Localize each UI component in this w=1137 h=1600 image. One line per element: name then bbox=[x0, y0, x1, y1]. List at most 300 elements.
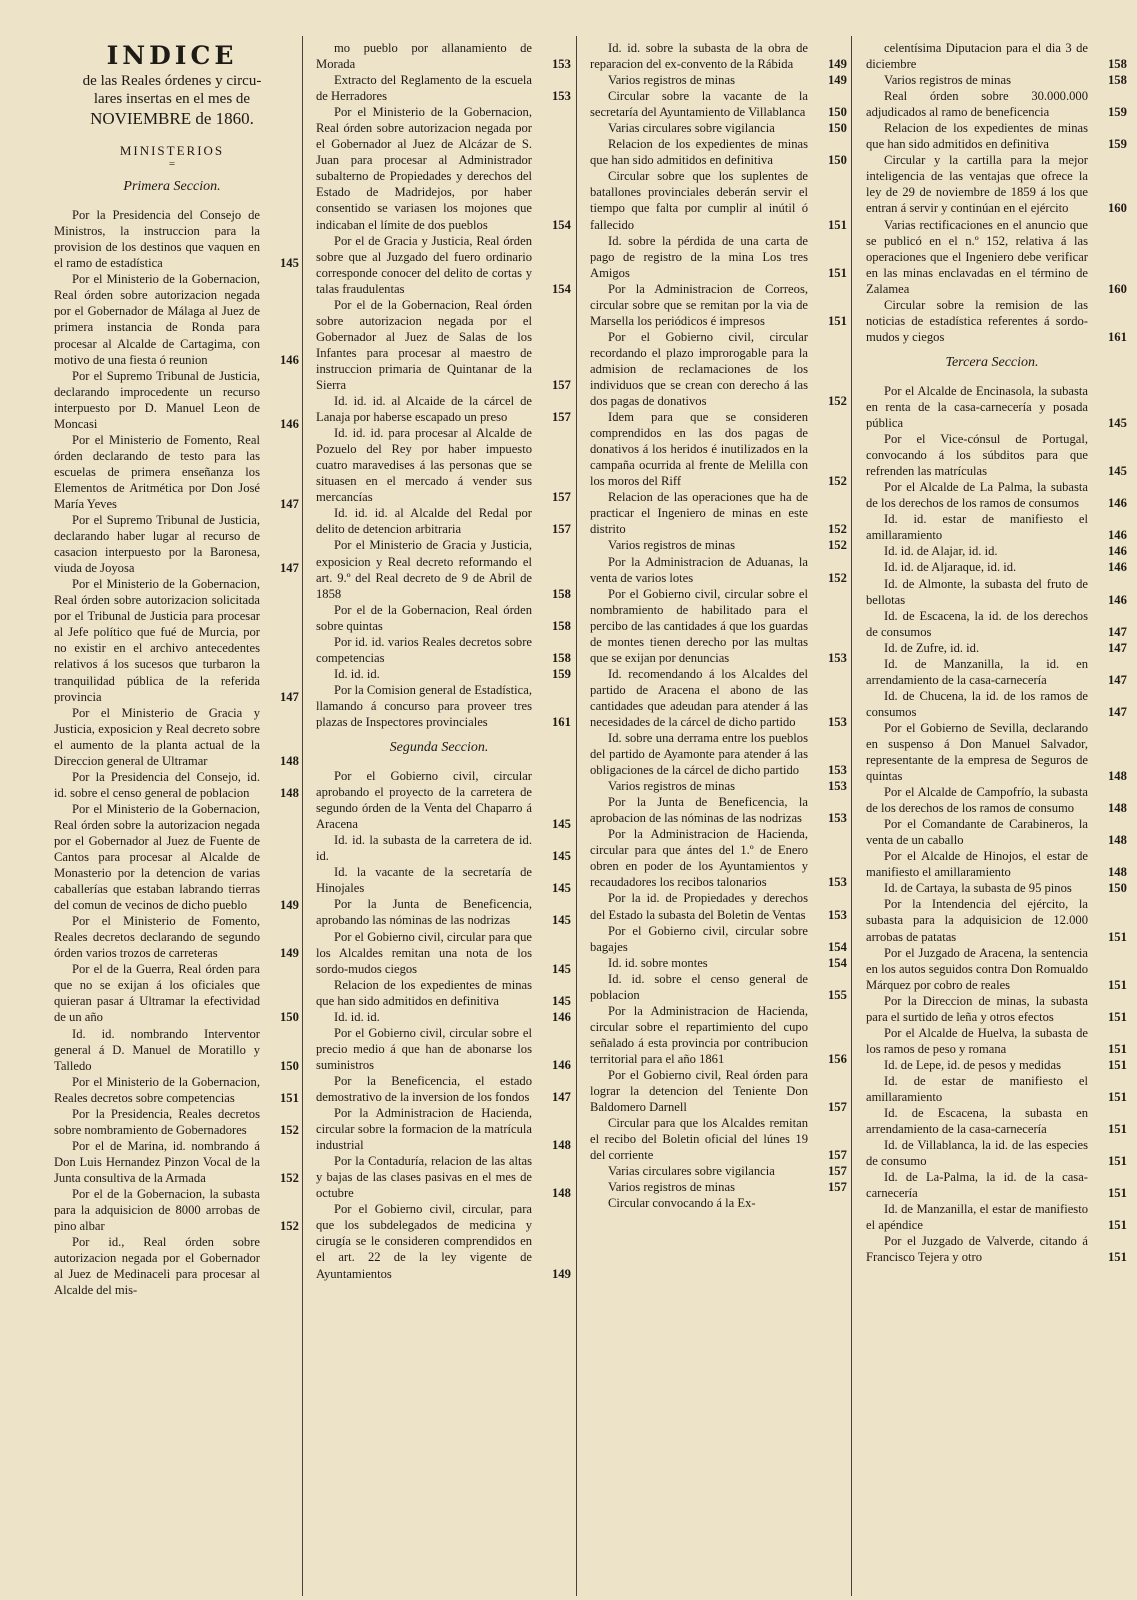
entry-text: Id. sobre una derrama entre los pueblos del partido de Ayamonte para atender á las obligaciones de la cárcel de dicho partido bbox=[590, 731, 808, 778]
entry-text: Varias circulares sobre vigilancia bbox=[608, 121, 775, 136]
entry-text: Por el de la Guerra, Real órden para que no se exijan á los oficiales que quieran pasar á Ultramar la efectividad de un año bbox=[54, 962, 260, 1025]
index-entry bbox=[866, 152, 1127, 216]
entry-page-number: 145 bbox=[552, 849, 571, 864]
entry-text: Id. de Escacena, la subasta en arrendamiento de la casa-carnecería bbox=[866, 1106, 1088, 1137]
index-entry bbox=[54, 913, 299, 961]
entry-page-number: 146 bbox=[1108, 544, 1127, 559]
index-entry bbox=[590, 489, 847, 537]
index-entry bbox=[866, 543, 1127, 559]
entry-page-number: 154 bbox=[552, 217, 571, 232]
index-entry bbox=[866, 1137, 1127, 1169]
index-entry bbox=[316, 832, 571, 864]
entry-page-number: 150 bbox=[280, 1010, 299, 1025]
entry-page-number: 156 bbox=[828, 1051, 847, 1066]
index-entry bbox=[866, 383, 1127, 431]
entry-page-number: 152 bbox=[828, 538, 847, 553]
entry-text: Por el Ministerio de la Gobernacion, Reales decretos sobre competencias bbox=[54, 1074, 260, 1105]
entry-text: Idem para que se consideren comprendidos en las dos pagas de donativos á los heridos é inutilizados en la campaña ocurrida al frente de Melilla con los moros del Riff bbox=[590, 410, 808, 489]
entry-text: Id. id. de Aljaraque, id. id. bbox=[884, 560, 1017, 575]
index-entry bbox=[590, 1195, 838, 1211]
entry-page-number: 151 bbox=[1108, 1154, 1127, 1169]
index-entry bbox=[316, 425, 571, 505]
entry-page-number: 158 bbox=[552, 586, 571, 601]
entry-text: Id. de La-Palma, la id. de la casa-carnecería bbox=[866, 1170, 1088, 1201]
entry-text: Varios registros de minas bbox=[608, 538, 735, 553]
index-entry bbox=[866, 72, 1127, 88]
entry-page-number: 148 bbox=[1108, 865, 1127, 880]
index-entry bbox=[866, 688, 1127, 720]
entry-page-number: 152 bbox=[828, 394, 847, 409]
index-column-3 bbox=[582, 0, 847, 1600]
entry-text: Circular y la cartilla para la mejor inteligencia de las ventajas que ofrece la ley de 29 de noviembre de 1859 á los que entran á servir y continúan en el ejército bbox=[866, 153, 1088, 216]
index-entry bbox=[590, 409, 847, 489]
index-entry bbox=[590, 1179, 847, 1195]
index-entry bbox=[316, 1009, 571, 1025]
index-entry bbox=[316, 393, 571, 425]
index-entry bbox=[866, 1057, 1127, 1073]
entry-page-number: 152 bbox=[280, 1170, 299, 1185]
index-entry bbox=[316, 929, 571, 977]
entry-page-number: 146 bbox=[1108, 528, 1127, 543]
entry-page-number: 151 bbox=[1108, 1122, 1127, 1137]
section-heading-segunda: Segunda Seccion. bbox=[389, 740, 489, 756]
entry-page-number: 154 bbox=[828, 939, 847, 954]
entry-page-number: 146 bbox=[280, 416, 299, 431]
index-entry bbox=[866, 720, 1127, 784]
entry-text: Id. id. sobre montes bbox=[608, 955, 708, 970]
entry-page-number: 150 bbox=[828, 121, 847, 136]
entry-page-number: 155 bbox=[828, 987, 847, 1002]
entry-page-number: 157 bbox=[828, 1100, 847, 1115]
index-entry bbox=[866, 1073, 1127, 1105]
subtitle-line-2: lares insertas en el mes de bbox=[93, 91, 251, 108]
entry-text: Por el Vice-cónsul de Portugal, convocando á los súbditos para que refrenden las matrículas bbox=[866, 432, 1088, 479]
entry-page-number: 147 bbox=[552, 1090, 571, 1104]
entry-page-number: 151 bbox=[1108, 1057, 1127, 1072]
column-rule bbox=[302, 36, 303, 1596]
entry-page-number: 149 bbox=[280, 898, 299, 913]
entry-text: Por id. id. varios Reales decretos sobre competencias bbox=[316, 634, 532, 665]
index-entry bbox=[866, 1105, 1127, 1137]
entry-page-number: 154 bbox=[552, 281, 571, 296]
entry-text: Id. de Almonte, la subasta del fruto de bellotas bbox=[866, 576, 1088, 607]
index-column-2 bbox=[308, 0, 571, 1600]
entry-page-number: 147 bbox=[280, 561, 299, 576]
entry-page-number: 145 bbox=[552, 817, 571, 832]
index-entry bbox=[316, 297, 571, 393]
entry-text: Por el Alcalde de La Palma, la subasta de los derechos de los ramos de consumos bbox=[866, 480, 1088, 511]
entry-page-number: 153 bbox=[828, 650, 847, 665]
entry-text: Varios registros de minas bbox=[884, 73, 1011, 88]
entry-page-number: 161 bbox=[1108, 329, 1127, 344]
index-entry bbox=[316, 537, 571, 601]
entry-page-number: 147 bbox=[1108, 624, 1127, 639]
entry-page-number: 148 bbox=[1108, 801, 1127, 816]
index-entry bbox=[54, 576, 299, 704]
index-entry bbox=[866, 559, 1127, 575]
entry-page-number: 148 bbox=[1108, 833, 1127, 848]
entry-text: Id. id. id. bbox=[334, 666, 380, 681]
index-entry bbox=[54, 1186, 299, 1234]
entry-page-number: 157 bbox=[552, 410, 571, 425]
index-entry bbox=[866, 1169, 1127, 1201]
entry-page-number: 149 bbox=[828, 57, 847, 72]
index-entry bbox=[866, 1233, 1127, 1265]
index-entry bbox=[590, 120, 847, 136]
entry-text: Circular sobre la vacante de la secretaría del Ayuntamiento de Villablanca bbox=[590, 89, 808, 120]
entry-page-number: 158 bbox=[552, 650, 571, 665]
entry-text: Por el de la Gobernacion, la subasta para la adquisicion de 8000 arrobas de pino albar bbox=[54, 1187, 260, 1234]
index-entry bbox=[590, 778, 847, 794]
entry-text: Por la Administracion de Aduanas, la venta de varios lotes bbox=[590, 554, 808, 585]
entry-page-number: 151 bbox=[1108, 1090, 1127, 1104]
index-entry bbox=[590, 136, 847, 168]
index-entry bbox=[54, 1234, 290, 1298]
entry-text: Relacion de los expedientes de minas que han sido admitidos en definitiva bbox=[866, 121, 1088, 152]
entry-text: Por el Juzgado de Aracena, la sentencia en los autos seguidos contra Don Romualdo Márquez por cobro de reales bbox=[866, 945, 1088, 992]
entry-page-number: 153 bbox=[828, 763, 847, 778]
index-entry bbox=[590, 826, 847, 890]
index-entry bbox=[866, 848, 1127, 880]
entry-text: Por el Alcalde de Encinasola, la subasta en renta de la casa-carnecería y posada pública bbox=[866, 383, 1088, 431]
document-title: INDICE bbox=[106, 41, 238, 70]
entry-text: Varias rectificaciones en el anuncio que se publicó en el n.º 152, relativa á las operaciones que el Ingeniero debe verificar en las minas enclavadas en el término de Zalamea bbox=[866, 217, 1088, 296]
entry-text: Id. de Cartaya, la subasta de 95 pinos bbox=[884, 881, 1072, 896]
entry-text: Por id., Real órden sobre autorizacion negada por el Gobernador al Juez de Medinaceli para procesar al Alcalde del mis- bbox=[54, 1235, 260, 1298]
entry-page-number: 148 bbox=[552, 1186, 571, 1201]
entry-page-number: 148 bbox=[552, 1138, 571, 1153]
index-entry bbox=[54, 432, 299, 512]
index-entry bbox=[866, 640, 1127, 656]
double-rule: = bbox=[168, 158, 176, 171]
index-entry bbox=[590, 890, 847, 922]
index-entry bbox=[590, 730, 847, 778]
entry-text: Por la Contaduría, relacion de las altas y bajas de las clases pasivas en el mes de octubre bbox=[316, 1154, 532, 1201]
entry-page-number: 146 bbox=[1108, 496, 1127, 511]
index-column-4 bbox=[858, 0, 1127, 1600]
entry-page-number: 161 bbox=[552, 714, 571, 729]
entry-page-number: 147 bbox=[280, 496, 299, 511]
column-rule bbox=[851, 36, 852, 1596]
index-entry bbox=[54, 1074, 299, 1106]
entry-page-number: 153 bbox=[828, 714, 847, 729]
entry-text: Por el Gobierno civil, Real órden para lograr la detencion del Teniente Don Baldomero Darnell bbox=[590, 1068, 808, 1115]
entry-text: Id. id. la subasta de la carretera de id. id. bbox=[316, 833, 532, 864]
index-entry bbox=[866, 297, 1127, 345]
entry-page-number: 147 bbox=[1108, 640, 1127, 655]
entry-text: Por la Administracion de Hacienda, circular para que ántes del 1.º de Enero obren en poder de los Ayuntamientos y recaudadores los recibos talonarios bbox=[590, 827, 808, 890]
entry-page-number: 146 bbox=[280, 352, 299, 367]
entry-text: Por el Juzgado de Valverde, citando á Francisco Tejera y otro bbox=[866, 1234, 1088, 1265]
entry-text: Por la id. de Propiedades y derechos del Estado la subasta del Boletin de Ventas bbox=[590, 891, 808, 922]
entry-text: Por el Alcalde de Huelva, la subasta de los ramos de peso y romana bbox=[866, 1025, 1088, 1056]
entry-text: Circular para que los Alcaldes remitan el recibo del Boletin oficial del lúnes 19 del corriente bbox=[590, 1116, 808, 1163]
entry-page-number: 152 bbox=[828, 570, 847, 585]
entry-text: Real órden sobre 30.000.000 adjudicados al ramo de beneficencia bbox=[866, 89, 1088, 120]
index-entry bbox=[590, 1115, 847, 1163]
entry-text: Por el Ministerio de Gracia y Justicia, exposicion y Real decreto reformando el art. 9.º del Real decreto de 9 de Abril de 1858 bbox=[316, 538, 532, 601]
index-entry bbox=[590, 586, 847, 666]
index-entry bbox=[866, 120, 1127, 152]
entry-page-number: 157 bbox=[552, 490, 571, 505]
entry-page-number: 149 bbox=[552, 1266, 571, 1281]
entry-text: Id. id. id. para procesar al Alcalde de Pozuelo del Rey por haber impuesto cuatro maravedises á las personas que se situasen en el mercado á vender sus mercancías bbox=[316, 426, 532, 505]
index-entry bbox=[54, 961, 299, 1025]
entry-page-number: 146 bbox=[552, 1057, 571, 1072]
index-entry bbox=[866, 945, 1127, 993]
section-heading-tercera: Tercera Seccion. bbox=[945, 354, 1039, 370]
entry-page-number: 146 bbox=[552, 1009, 571, 1024]
entry-page-number: 151 bbox=[828, 217, 847, 232]
entry-page-number: 146 bbox=[1108, 560, 1127, 575]
entry-text: Por el Gobierno civil, circular sobre bagajes bbox=[590, 923, 808, 954]
entry-page-number: 147 bbox=[280, 689, 299, 704]
index-column-1 bbox=[46, 0, 299, 1600]
entry-page-number: 148 bbox=[280, 785, 299, 800]
entry-text: Por el Alcalde de Hinojos, el estar de manifiesto el amillaramiento bbox=[866, 849, 1088, 880]
entry-page-number: 157 bbox=[828, 1148, 847, 1163]
index-entry bbox=[54, 1138, 299, 1186]
entry-page-number: 160 bbox=[1108, 201, 1127, 216]
index-entry bbox=[590, 971, 847, 1003]
entry-text: Id. id. id. al Alcaide de la cárcel de Lanaja por haberse escapado un preso bbox=[316, 394, 532, 425]
entry-page-number: 152 bbox=[280, 1122, 299, 1137]
entry-text: Id. sobre la pérdida de una carta de pago de registro de la mina Los tres Amigos bbox=[590, 233, 808, 280]
entry-page-number: 151 bbox=[1108, 1186, 1127, 1201]
index-entry bbox=[316, 1073, 571, 1105]
index-entry bbox=[590, 666, 847, 730]
entry-text: Por el Comandante de Carabineros, la venta de un caballo bbox=[866, 817, 1088, 848]
index-entry bbox=[590, 537, 847, 553]
entry-page-number: 153 bbox=[828, 875, 847, 890]
entry-page-number: 153 bbox=[828, 779, 847, 794]
entry-text: celentísima Diputacion para el dia 3 de diciembre bbox=[866, 41, 1088, 72]
index-entry bbox=[54, 271, 299, 367]
entry-text: Id. id. id. al Alcalde del Redal por delito de detencion arbitraria bbox=[316, 506, 532, 537]
entry-page-number: 145 bbox=[1108, 464, 1127, 479]
entry-page-number: 149 bbox=[828, 73, 847, 88]
entry-text: Id. de Manzanilla, el estar de manifiesto el apéndice bbox=[866, 1202, 1088, 1233]
entry-page-number: 151 bbox=[828, 313, 847, 328]
index-entry bbox=[866, 88, 1127, 120]
index-entry bbox=[866, 896, 1127, 944]
entry-text: Id. id. id. bbox=[334, 1009, 380, 1024]
index-entry bbox=[590, 168, 847, 232]
entry-text: Id. de estar de manifiesto el amillaramiento bbox=[866, 1073, 1088, 1104]
index-entry bbox=[590, 72, 847, 88]
entry-page-number: 151 bbox=[280, 1090, 299, 1105]
entry-text: Relacion de los expedientes de minas que han sido admitidos en definitiva bbox=[316, 977, 532, 1008]
index-entry bbox=[590, 233, 847, 281]
entry-page-number: 151 bbox=[1108, 1250, 1127, 1265]
index-entry bbox=[316, 1025, 571, 1073]
index-entry bbox=[866, 1201, 1127, 1233]
index-entry bbox=[866, 784, 1127, 816]
index-entry bbox=[316, 864, 571, 896]
entry-page-number: 145 bbox=[552, 961, 571, 976]
index-entry bbox=[316, 104, 571, 232]
index-entry bbox=[590, 554, 847, 586]
entry-page-number: 157 bbox=[828, 1164, 847, 1179]
index-entry bbox=[866, 431, 1127, 479]
entry-text: Id. recomendando á los Alcaldes del partido de Aracena el abono de las cantidades que adeudan para atender á las necesidades de la cárcel de dicho partido bbox=[590, 666, 808, 729]
entry-page-number: 153 bbox=[552, 57, 571, 72]
entry-page-number: 154 bbox=[828, 955, 847, 970]
entry-page-number: 153 bbox=[828, 811, 847, 826]
index-entry bbox=[316, 768, 571, 832]
index-entry bbox=[316, 1153, 571, 1201]
index-entry bbox=[316, 40, 571, 72]
index-entry bbox=[866, 576, 1127, 608]
column-rule bbox=[576, 36, 577, 1596]
entry-text: Varios registros de minas bbox=[608, 779, 735, 794]
entry-page-number: 160 bbox=[1108, 281, 1127, 296]
entry-text: Por el Supremo Tribunal de Justicia, declarando haber lugar al recurso de casacion interpuesto por la Baronesa, viuda de Joyosa bbox=[54, 513, 260, 576]
entry-text: Por el Alcalde de Campofrío, la subasta de los derechos de los ramos de consumo bbox=[866, 785, 1088, 816]
entry-page-number: 157 bbox=[828, 1180, 847, 1195]
entry-text: Id. de Villablanca, la id. de las especies de consumo bbox=[866, 1138, 1088, 1169]
entry-text: Por el Ministerio de la Gobernacion, Real órden sobre autorizacion solicitada por el Tribunal de Justicia para procesar al Jefe político que fué de Murcia, por no existir en el archivo antecedentes relativos á los sucesos que turbaron la tranquilidad pública de la referida provincia bbox=[54, 577, 260, 704]
entry-text: Por la Presidencia, Reales decretos sobre nombramiento de Gobernadores bbox=[54, 1106, 260, 1137]
entry-text: Por el de Marina, id. nombrando á Don Luis Hernandez Pinzon Vocal de la Junta consultiva de la Armada bbox=[54, 1138, 260, 1185]
entry-page-number: 151 bbox=[1108, 1041, 1127, 1056]
entry-page-number: 145 bbox=[552, 993, 571, 1008]
entry-text: Por el Ministerio de Gracia y Justicia, exposicion y Real decreto sobre el aumento de la planta actual de la Direccion general de Ultramar bbox=[54, 705, 260, 768]
entry-text: Por el Gobierno de Sevilla, declarando en suspenso á Don Manuel Salvador, representante de la empresa de Seguros de quintas bbox=[866, 720, 1088, 784]
section-heading-primera: Primera Seccion. bbox=[123, 179, 221, 195]
entry-page-number: 147 bbox=[1108, 672, 1127, 687]
entry-page-number: 151 bbox=[1108, 929, 1127, 944]
index-entry bbox=[590, 281, 847, 329]
index-entry bbox=[866, 1025, 1127, 1057]
index-entry bbox=[866, 511, 1127, 543]
index-entry bbox=[316, 634, 571, 666]
entry-text: Por el Supremo Tribunal de Justicia, declarando improcedente un recurso interpuesto por D. Manuel Leon de Moncasi bbox=[54, 368, 260, 431]
entry-page-number: 157 bbox=[552, 522, 571, 537]
entry-text: Por la Beneficencia, el estado demostrativo de la inversion de los fondos bbox=[316, 1073, 532, 1104]
entry-text: Por el Ministerio de Fomento, Real órden declarando de testo para las escuelas de primera enseñanza los Elementos de Aritmética por Don José María Yeves bbox=[54, 432, 260, 511]
index-entry bbox=[54, 769, 299, 801]
index-entry bbox=[54, 368, 299, 432]
index-entry bbox=[866, 656, 1127, 688]
index-entry bbox=[316, 1105, 571, 1153]
entry-text: Id. id. de Alajar, id. id. bbox=[884, 544, 998, 559]
entry-page-number: 159 bbox=[1108, 137, 1127, 152]
entry-text: Id. id. sobre la subasta de la obra de reparacion del ex-convento de la Rábida bbox=[590, 41, 808, 72]
entry-text: Por el de la Gobernacion, Real órden sobre autorizacion negada por el Gobernador al Juez de Salas de los Infantes para procesar al maestro de instruccion primaria de Quintanar de la Sierra bbox=[316, 297, 532, 392]
subtitle-line-3: NOVIEMBRE de 1860. bbox=[90, 109, 254, 129]
entry-text: Id. de Escacena, la id. de los derechos de consumos bbox=[866, 608, 1088, 639]
entry-text: Por el de Gracia y Justicia, Real órden sobre que al Juzgado del fuero ordinario corresponde conocer del delito de cortas y talas fraudulentas bbox=[316, 233, 532, 296]
index-entry bbox=[316, 896, 571, 928]
entry-page-number: 145 bbox=[280, 256, 299, 271]
entry-page-number: 152 bbox=[828, 474, 847, 489]
entry-page-number: 157 bbox=[552, 377, 571, 392]
entry-page-number: 148 bbox=[1108, 769, 1127, 784]
index-entry bbox=[54, 801, 299, 913]
entry-text: mo pueblo por allanamiento de Morada bbox=[316, 41, 532, 72]
entry-page-number: 151 bbox=[1108, 977, 1127, 992]
entry-text: Id. de Manzanilla, la id. en arrendamiento de la casa-carnecería bbox=[866, 656, 1088, 687]
entry-text: Extracto del Reglamento de la escuela de Herradores bbox=[316, 73, 532, 104]
entry-page-number: 148 bbox=[280, 753, 299, 768]
entry-page-number: 151 bbox=[1108, 1009, 1127, 1024]
entry-text: Por el Gobierno civil, circular recordando el plazo improrogable para la admision de reclamaciones de los individuos que se crean con derecho á las dos pagas de donativos bbox=[590, 329, 808, 409]
entry-page-number: 151 bbox=[1108, 1218, 1127, 1233]
entry-text: Id. id. estar de manifiesto el amillaramiento bbox=[866, 512, 1088, 543]
index-entry bbox=[590, 1163, 847, 1179]
entry-text: Por el de la Gobernacion, Real órden sobre quintas bbox=[316, 602, 532, 633]
entry-page-number: 146 bbox=[1108, 592, 1127, 607]
entry-text: Por la Intendencia del ejército, la subasta para la adquisicion de 12.000 arrobas de patatas bbox=[866, 897, 1088, 944]
entry-text: Por la Administracion de Correos, circular sobre que se remitan por la via de Marsella los periódicos é impresos bbox=[590, 281, 808, 328]
index-entry bbox=[54, 1106, 299, 1138]
entry-text: Id. de Zufre, id. id. bbox=[884, 640, 980, 655]
entry-page-number: 145 bbox=[552, 913, 571, 928]
entry-page-number: 152 bbox=[828, 522, 847, 537]
entry-page-number: 147 bbox=[1108, 704, 1127, 719]
entry-page-number: 145 bbox=[1108, 416, 1127, 431]
index-entry bbox=[590, 794, 847, 826]
entry-text: Por la Junta de Beneficencia, la aprobacion de las nóminas de las nodrizas bbox=[590, 795, 808, 826]
index-entry bbox=[316, 1201, 571, 1281]
entry-text: Por el Gobierno civil, circular aprobando el proyecto de la carretera de segundo órden de la Venta del Chaparro á Aracena bbox=[316, 769, 532, 832]
index-entry bbox=[866, 479, 1127, 511]
subtitle-line-1: de las Reales órdenes y circu- bbox=[82, 73, 262, 90]
entry-text: Por el Ministerio de la Gobernacion, Real órden sobre la autorizacion negada por el Gobernador al Juez de Fuente de Cantos para procesar al Alcalde de Monasterio por la detencion de varias caballerías que estaban labrando tierras del comun de vecinos de dicho pueblo bbox=[54, 801, 260, 913]
entry-text: Id. de Chucena, la id. de los ramos de consumos bbox=[866, 688, 1088, 719]
entry-page-number: 158 bbox=[552, 618, 571, 633]
entry-text: Varios registros de minas bbox=[608, 73, 735, 88]
entry-page-number: 150 bbox=[280, 1058, 299, 1073]
entry-text: Id. de Lepe, id. de pesos y medidas bbox=[884, 1057, 1061, 1072]
entry-page-number: 151 bbox=[828, 265, 847, 280]
index-entry bbox=[590, 40, 847, 72]
index-entry bbox=[866, 993, 1127, 1025]
entry-text: Relacion de los expedientes de minas que han sido admitidos en definitiva bbox=[590, 137, 808, 168]
ministry-heading: MINISTERIOS bbox=[119, 143, 225, 159]
index-entry bbox=[590, 329, 847, 409]
entry-text: Por la Administracion de Hacienda, circular sobre el repartimiento del cupo señalado á esta provincia por contribucion territorial para el año 1861 bbox=[590, 1003, 808, 1066]
index-entry bbox=[54, 512, 299, 576]
entry-text: Id. id. sobre el censo general de poblacion bbox=[590, 971, 808, 1002]
index-entry bbox=[866, 816, 1127, 848]
index-entry bbox=[316, 233, 571, 297]
entry-text: Id. la vacante de la secretaría de Hinojales bbox=[316, 865, 532, 896]
entry-text: Por el Gobierno civil, circular para que los Alcaldes remitan una nota de los sordo-mudos ciegos bbox=[316, 929, 532, 976]
entry-page-number: 159 bbox=[552, 666, 571, 681]
index-entry bbox=[316, 682, 571, 730]
entry-text: Varios registros de minas bbox=[608, 1180, 735, 1195]
entry-page-number: 153 bbox=[552, 89, 571, 104]
index-entry bbox=[590, 1067, 847, 1115]
entry-page-number: 158 bbox=[1108, 57, 1127, 72]
entry-page-number: 150 bbox=[1108, 881, 1127, 896]
entry-page-number: 150 bbox=[828, 153, 847, 168]
index-entry bbox=[866, 40, 1127, 72]
index-entry bbox=[590, 88, 847, 120]
entry-text: Por el Ministerio de Fomento, Reales decretos declarando de segundo órden varios trozos de carreteras bbox=[54, 914, 260, 961]
entry-text: Por la Direccion de minas, la subasta para el surtido de leña y otros efectos bbox=[866, 993, 1088, 1024]
entry-page-number: 150 bbox=[828, 105, 847, 120]
entry-text: Por el Gobierno civil, circular, para que los subdelegados de medicina y cirugía se le consideren comprendidos en el art. 22 de la ley vigente de Ayuntamientos bbox=[316, 1202, 532, 1281]
entry-text: Por la Junta de Beneficencia, aprobando las nóminas de las nodrizas bbox=[316, 897, 532, 928]
index-entry bbox=[866, 217, 1127, 297]
entry-page-number: 153 bbox=[828, 907, 847, 922]
entry-text: Relacion de las operaciones que ha de practicar el Ingeniero de minas en este distrito bbox=[590, 490, 808, 537]
entry-text: Circular sobre la remision de las noticias de estadística referentes á sordo-mudos y ciegos bbox=[866, 297, 1088, 344]
entry-text: Circular sobre que los suplentes de batallones provinciales deberán servir el tiempo que falta por cumplir al inútil ó fallecido bbox=[590, 169, 808, 232]
